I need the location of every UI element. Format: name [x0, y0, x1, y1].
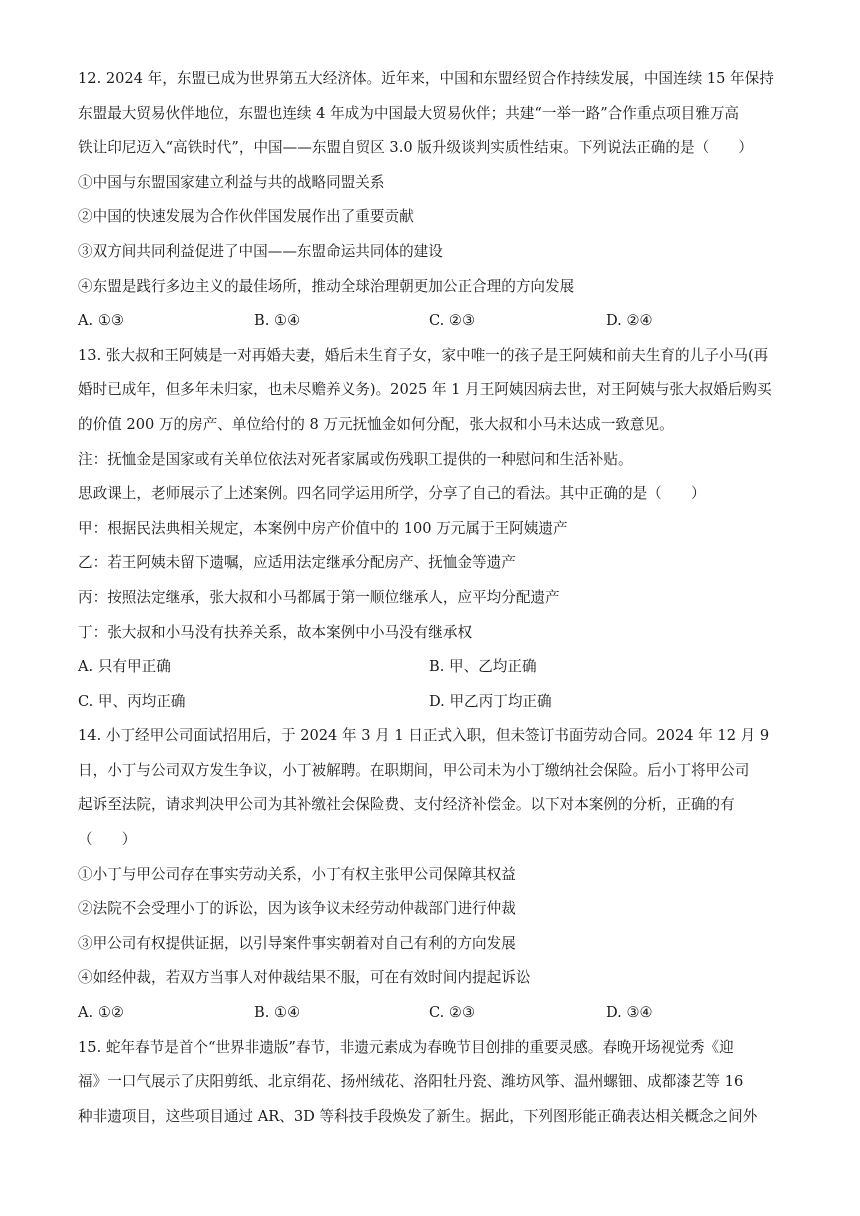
question-13-stem-line-1: 13. 张大叔和王阿姨是一对再婚夫妻，婚后未生育子女，家中唯一的孩子是王阿姨和前夫生育的儿子小马(再	[78, 346, 769, 364]
question-14-stem-line-1: 14. 小丁经甲公司面试招用后，于 2024 年 3 月 1 日正式入职，但未签订书面劳动合同。2024 年 12 月 9	[78, 727, 770, 745]
question-13-prompt: 思政课上，老师展示了上述案例。四名同学运用所学，分享了自己的看法。其中正确的是（ ）	[78, 485, 706, 503]
question-15-stem-line-2: 福》一口气展示了庆阳剪纸、北京绢花、扬州绒花、洛阳牡丹瓷、潍坊风筝、温州螺钿、成都漆艺等 16	[78, 1073, 744, 1091]
question-13-option-c[interactable]: C. 甲、丙均正确	[78, 692, 186, 710]
question-12-statement-4: ④东盟是践行多边主义的最佳场所，推动全球治理朝更加公正合理的方向发展	[78, 277, 575, 295]
question-12-option-c[interactable]: C. ②③	[429, 312, 476, 330]
question-13-stem-line-3: 的价值 200 万的房产、单位给付的 8 万元抚恤金如何分配，张大叔和小马未达成一致意见。	[78, 415, 674, 433]
question-13-statement-ding: 丁：张大叔和小马没有扶养关系，故本案例中小马没有继承权	[78, 623, 473, 641]
question-14-stem-line-4: （ ）	[78, 831, 137, 849]
question-14-stem-line-3: 起诉至法院，请求判决甲公司为其补缴社会保险费、支付经济补偿金。以下对本案例的分析，正确的有	[78, 796, 735, 814]
question-14-option-c[interactable]: C. ②③	[429, 1004, 476, 1022]
question-13-option-d[interactable]: D. 甲乙丙丁均正确	[429, 692, 552, 710]
question-13-options-row-2	[78, 685, 778, 720]
question-12-statement-3: ③双方间共同利益促进了中国——东盟命运共同体的建设	[78, 242, 443, 260]
question-13-option-a[interactable]: A. 只有甲正确	[78, 658, 171, 676]
question-14-stem-line-2: 日，小丁与公司双方发生争议，小丁被解聘。在职期间，甲公司未为小丁缴纳社会保险。后小丁将甲公司	[78, 761, 750, 779]
question-13-options-row-1	[78, 650, 778, 685]
question-12-options	[78, 304, 778, 339]
question-12-statement-2: ②中国的快速发展为合作伙伴国发展作出了重要贡献	[78, 208, 414, 226]
question-12-stem-line-1: 12. 2024 年，东盟已成为世界第五大经济体。近年来，中国和东盟经贸合作持续发展，中国连续 15 年保持	[78, 70, 774, 87]
question-12-stem-line-2: 东盟最大贸易伙伴地位，东盟也连续 4 年成为中国最大贸易伙伴；共建“一举一路”合作重点项目雅万高	[78, 104, 740, 122]
question-12-option-b[interactable]: B. ①④	[254, 312, 301, 330]
question-12-option-d[interactable]: D. ②④	[606, 312, 653, 330]
question-13-stem-line-2: 婚时已成年，但多年未归家，也未尽赡养义务)。2025 年 1 月王阿姨因病去世，对王阿姨与张大叔婚后购买	[78, 381, 772, 399]
question-14	[78, 719, 778, 1030]
exam-page	[78, 62, 778, 1134]
question-14-options	[78, 996, 778, 1031]
question-15-stem-line-1: 15. 蛇年春节是首个“世界非遗版”春节，非遗元素成为春晚节目创排的重要灵感。春晚开场视觉秀《迎	[78, 1038, 734, 1056]
question-13	[78, 339, 778, 720]
question-14-statement-2: ②法院不会受理小丁的诉讼，因为该争议未经劳动仲裁部门进行仲裁	[78, 900, 516, 918]
question-14-statement-4: ④如经仲裁，若双方当事人对仲裁结果不服，可在有效时间内提起诉讼	[78, 969, 531, 987]
question-13-note: 注：抚恤金是国家或有关单位依法对死者家属或伤残职工提供的一种慰问和生活补贴。	[78, 450, 633, 468]
question-12-option-a[interactable]: A. ①③	[78, 312, 124, 330]
question-12-statement-1: ①中国与东盟国家建立利益与共的战略同盟关系	[78, 173, 385, 191]
question-14-option-b[interactable]: B. ①④	[254, 1004, 301, 1022]
question-13-option-b[interactable]: B. 甲、乙均正确	[429, 658, 537, 676]
question-13-statement-yi: 乙：若王阿姨未留下遗嘱，应适用法定继承分配房产、抚恤金等遗产	[78, 554, 516, 572]
question-13-statement-jia: 甲：根据民法典相关规定，本案例中房产价值中的 100 万元属于王阿姨遗产	[78, 519, 568, 537]
question-14-option-a[interactable]: A. ①②	[78, 1004, 124, 1022]
question-14-statement-3: ③甲公司有权提供证据，以引导案件事实朝着对自己有利的方向发展	[78, 934, 516, 952]
question-12-stem-line-3: 铁让印尼迈入“高铁时代”，中国——东盟自贸区 3.0 版升级谈判实质性结束。下列说法正确的是（ ）	[78, 139, 753, 157]
question-15-stem-line-3: 种非遗项目，这些项目通过 AR、3D 等科技手段焕发了新生。据此，下列图形能正确表达相关概念之间外	[78, 1107, 758, 1125]
question-13-statement-bing: 丙：按照法定继承，张大叔和小马都属于第一顺位继承人，应平均分配遗产	[78, 588, 560, 606]
question-14-statement-1: ①小丁与甲公司存在事实劳动关系，小丁有权主张甲公司保障其权益	[78, 865, 516, 883]
question-15	[78, 1031, 778, 1135]
question-12	[78, 62, 778, 339]
question-14-option-d[interactable]: D. ③④	[606, 1004, 653, 1022]
